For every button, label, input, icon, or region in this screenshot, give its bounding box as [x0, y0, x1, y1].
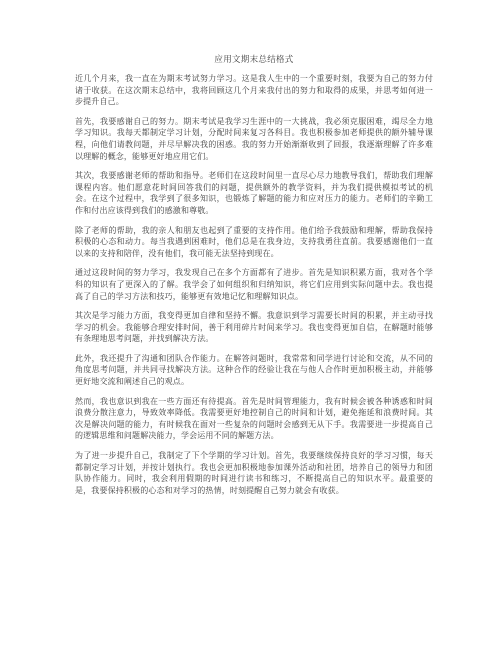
document-page [75, 0, 433, 496]
paragraph-knowledge-progress: 通过这段时间的努力学习，我发现自己在多个方面都有了进步。首先是知识积累方面，我对各个学科的知识有了更深入的了解。我学会了如何组织和归纳知识，将它们应用到实际问题中去。我也提高了自己的学习方法和技巧，能够更有效地记忆和理解知识点。 [75, 268, 433, 301]
document-title: 应用文期末总结格式 [214, 55, 294, 65]
paragraph-teamwork: 此外，我还提升了沟通和团队合作能力。在解答问题时，我常常和同学进行讨论和交流，从不同的角度思考问题，并共同寻找解决方法。这种合作的经验让我在与他人合作时更加积极主动，并能够更好地交流和阐述自己的观点。 [75, 353, 433, 387]
paragraph-learning-ability: 其次是学习能力方面，我变得更加自律和坚持不懈。我意识到学习需要长时间的积累，并主动寻找学习的机会。我能够合理安排时间，善于利用碎片时间来学习。我也变得更加自信，在解题时能够有条理地思考问题，并找到解决方法。 [75, 311, 433, 344]
paragraph-family-friends: 除了老师的帮助，我的亲人和朋友也起到了重要的支持作用。他们给予我鼓励和理解，帮助我保持积极的心态和动力。每当我遇到困难时，他们总是在我身边，支持我勇往直前。我要感谢他们一直以来的支持和陪伴，没有他们，我可能无法坚持到现在。 [75, 225, 433, 258]
paragraph-intro: 近几个月来，我一直在为期末考试努力学习。这是我人生中的一个重要时刻，我要为自己的努力付诸于收获。在这次期末总结中，我将回顾这几个月来我付出的努力和取得的成果，并思考如何进一步提升自己。 [75, 74, 433, 107]
paragraph-next-plan: 为了进一步提升自己，我制定了下个学期的学习计划。首先，我要继续保持良好的学习习惯，每天都制定学习计划，并按计划执行。我也会更加积极地参加课外活动和社团，培养自己的领导力和团队协作能力。同时，我会利用假期的时间进行读书和练习，不断提高自己的知识水平。最重要的是，我要保持积极的心态和对学习的热情，时刻提醒自己努力就会有收获。 [75, 451, 433, 495]
paragraph-self-effort: 首先，我要感谢自己的努力。期末考试是我学习生涯中的一大挑战，我必须克服困难，竭尽全力地学习知识。我每天都制定学习计划，分配时间来复习各科目。我也积极参加老师提供的额外辅导课程，向他们请教问题，并尽早解决我的困惑。我的努力开始渐渐收到了回报，我逐渐理解了许多难以理解的概念，能够更好地应用它们。 [75, 116, 433, 161]
paragraph-teachers: 其次，我要感谢老师的帮助和指导。老师们在这段时间里一直尽心尽力地教导我们，帮助我们理解课程内容。他们愿意花时间回答我们的问题，提供额外的教学资料，并为我们提供模拟考试的机会。在这个过程中，我学到了很多知识，也锻炼了解题的能力和应对压力的能力。老师们的辛勤工作和付出应该得到我们的感激和尊敬。 [75, 171, 433, 215]
paragraph-improvements: 然而，我也意识到我在一些方面还有待提高。首先是时间管理能力，我有时候会被各种诱惑和时间浪费分散注意力，导致效率降低。我需要更好地控制自己的时间和计划，避免拖延和浪费时间。其次是解决问题的能力，有时候我在面对一些复杂的问题时会感到无从下手。我需要进一步提高自己的逻辑思维和问题解决能力，学会运用不同的解题方法。 [75, 396, 433, 441]
